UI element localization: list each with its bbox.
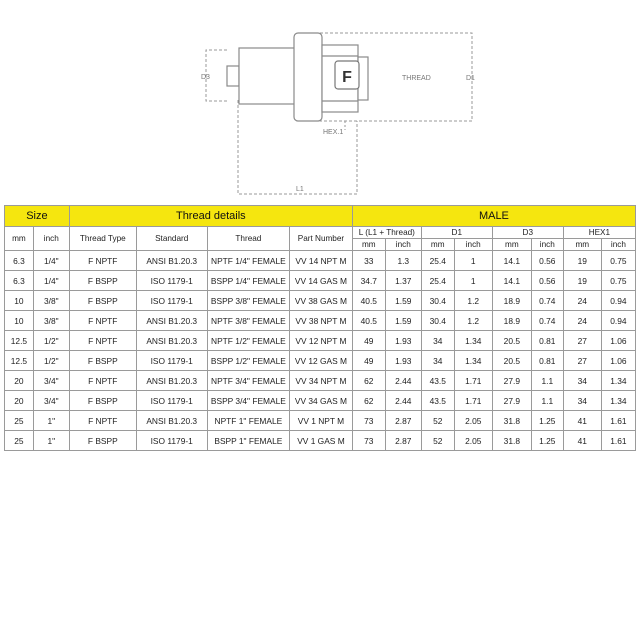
cell-d1-inch: 1.34: [454, 331, 492, 351]
cell-part-number: VV 14 GAS M: [290, 271, 353, 291]
cell-size-inch: 1/4": [33, 271, 69, 291]
unit-mm: mm: [492, 239, 531, 251]
cell-hex1-inch: 0.75: [601, 271, 635, 291]
cell-standard: ANSI B1.20.3: [136, 251, 207, 271]
cell-d3-mm: 20.5: [492, 331, 531, 351]
cell-hex1-mm: 27: [563, 351, 601, 371]
cell-thread-type: F NPTF: [69, 331, 136, 351]
cell-size-inch: 3/4": [33, 371, 69, 391]
cell-d3-inch: 0.74: [531, 291, 563, 311]
cell-thread-type: F BSPP: [69, 391, 136, 411]
col-standard: Standard: [136, 227, 207, 251]
col-d3: D3: [492, 227, 563, 239]
table-row: [5, 411, 636, 431]
coupling-diagram: [0, 0, 640, 205]
cell-hex1-mm: 24: [563, 311, 601, 331]
cell-d1-mm: 25.4: [421, 271, 454, 291]
cell-thread: NPTF 3/8" FEMALE: [207, 311, 289, 331]
table-row: [5, 291, 636, 311]
cell-size-mm: 12.5: [5, 351, 34, 371]
col-hex1: HEX1: [563, 227, 635, 239]
cell-part-number: VV 1 GAS M: [290, 431, 353, 451]
cell-hex1-inch: 1.06: [601, 351, 635, 371]
cell-l-mm: 73: [352, 431, 385, 451]
col-l: L (L1 + Thread): [352, 227, 421, 239]
cell-standard: ANSI B1.20.3: [136, 411, 207, 431]
cell-l-mm: 62: [352, 371, 385, 391]
cell-l-mm: 49: [352, 331, 385, 351]
unit-mm: mm: [563, 239, 601, 251]
cell-size-inch: 3/8": [33, 291, 69, 311]
cell-thread-type: F BSPP: [69, 351, 136, 371]
table-row: [5, 391, 636, 411]
cell-thread: BSPP 1/2" FEMALE: [207, 351, 289, 371]
column-header-row: [5, 227, 636, 239]
cell-d3-mm: 20.5: [492, 351, 531, 371]
cell-hex1-mm: 34: [563, 371, 601, 391]
cell-size-inch: 1": [33, 411, 69, 431]
cell-d1-inch: 1.34: [454, 351, 492, 371]
cell-d1-mm: 30.4: [421, 311, 454, 331]
cell-d1-mm: 43.5: [421, 391, 454, 411]
unit-inch: inch: [601, 239, 635, 251]
cell-hex1-inch: 0.94: [601, 291, 635, 311]
cell-size-mm: 25: [5, 431, 34, 451]
cell-standard: ANSI B1.20.3: [136, 311, 207, 331]
cell-d3-mm: 27.9: [492, 371, 531, 391]
cell-l-mm: 62: [352, 391, 385, 411]
cell-d3-inch: 1.25: [531, 431, 563, 451]
group-male: MALE: [352, 206, 635, 227]
cell-hex1-mm: 41: [563, 411, 601, 431]
cell-d3-inch: 1.1: [531, 391, 563, 411]
cell-part-number: VV 38 NPT M: [290, 311, 353, 331]
cell-d1-mm: 43.5: [421, 371, 454, 391]
table-row: [5, 371, 636, 391]
cell-hex1-mm: 24: [563, 291, 601, 311]
cell-l-inch: 1.37: [385, 271, 421, 291]
cell-d1-inch: 1.71: [454, 371, 492, 391]
cell-hex1-mm: 34: [563, 391, 601, 411]
cell-l-inch: 2.87: [385, 431, 421, 451]
f-mark: [335, 61, 359, 89]
col-size-mm: mm: [5, 227, 34, 251]
table-body: [5, 251, 636, 451]
cell-thread-type: F BSPP: [69, 291, 136, 311]
cell-size-mm: 10: [5, 291, 34, 311]
col-part-number: Part Number: [290, 227, 353, 251]
table-row: [5, 271, 636, 291]
cell-thread: BSPP 3/8" FEMALE: [207, 291, 289, 311]
cell-d1-inch: 1: [454, 271, 492, 291]
cell-size-mm: 6.3: [5, 271, 34, 291]
cell-thread: BSPP 3/4" FEMALE: [207, 391, 289, 411]
cell-d1-mm: 25.4: [421, 251, 454, 271]
col-thread-type: Thread Type: [69, 227, 136, 251]
cell-d3-mm: 14.1: [492, 271, 531, 291]
cell-hex1-inch: 1.06: [601, 331, 635, 351]
cell-d1-mm: 52: [421, 411, 454, 431]
cell-l-inch: 1.59: [385, 291, 421, 311]
cell-size-mm: 12.5: [5, 331, 34, 351]
cell-part-number: VV 34 GAS M: [290, 391, 353, 411]
cell-hex1-mm: 41: [563, 431, 601, 451]
d1-label: D1: [466, 75, 475, 82]
cell-d3-mm: 18.9: [492, 311, 531, 331]
cell-d3-inch: 0.81: [531, 331, 563, 351]
cell-d3-inch: 0.81: [531, 351, 563, 371]
cell-standard: ANSI B1.20.3: [136, 331, 207, 351]
cell-standard: ISO 1179-1: [136, 431, 207, 451]
table-row: [5, 431, 636, 451]
group-header-row: [5, 206, 636, 227]
cell-d3-mm: 27.9: [492, 391, 531, 411]
col-size-inch: inch: [33, 227, 69, 251]
cell-hex1-mm: 19: [563, 271, 601, 291]
hex-label: HEX.1: [323, 129, 344, 136]
cell-part-number: VV 12 GAS M: [290, 351, 353, 371]
cell-d1-inch: 2.05: [454, 431, 492, 451]
col-thread: Thread: [207, 227, 289, 251]
col-d1: D1: [421, 227, 492, 239]
unit-inch: inch: [454, 239, 492, 251]
cell-d3-inch: 0.74: [531, 311, 563, 331]
unit-inch: inch: [531, 239, 563, 251]
unit-mm: mm: [352, 239, 385, 251]
cell-l-inch: 2.44: [385, 391, 421, 411]
cell-thread: NPTF 1/2" FEMALE: [207, 331, 289, 351]
cell-thread-type: F NPTF: [69, 371, 136, 391]
group-thread-details: Thread details: [69, 206, 352, 227]
cell-standard: ISO 1179-1: [136, 291, 207, 311]
cell-l-mm: 40.5: [352, 311, 385, 331]
cell-part-number: VV 38 GAS M: [290, 291, 353, 311]
cell-thread: BSPP 1/4" FEMALE: [207, 271, 289, 291]
d3-label: D3: [201, 74, 210, 81]
cell-thread: NPTF 3/4" FEMALE: [207, 371, 289, 391]
spec-table: [4, 205, 636, 451]
cell-d3-mm: 31.8: [492, 431, 531, 451]
cell-d3-mm: 18.9: [492, 291, 531, 311]
cell-standard: ISO 1179-1: [136, 351, 207, 371]
cell-l-mm: 33: [352, 251, 385, 271]
cell-d1-inch: 1.71: [454, 391, 492, 411]
cell-hex1-inch: 1.34: [601, 371, 635, 391]
cell-l-mm: 49: [352, 351, 385, 371]
cell-thread: NPTF 1" FEMALE: [207, 411, 289, 431]
table-row: [5, 311, 636, 331]
cell-d3-inch: 1.1: [531, 371, 563, 391]
thread-label: THREAD: [402, 75, 431, 82]
cell-l-inch: 1.93: [385, 351, 421, 371]
table-row: [5, 331, 636, 351]
cell-thread: BSPP 1" FEMALE: [207, 431, 289, 451]
cell-thread-type: F BSPP: [69, 271, 136, 291]
cell-d3-inch: 0.56: [531, 271, 563, 291]
cell-d1-mm: 34: [421, 331, 454, 351]
cell-size-inch: 1/4": [33, 251, 69, 271]
cell-hex1-inch: 0.75: [601, 251, 635, 271]
cell-size-mm: 6.3: [5, 251, 34, 271]
cell-size-mm: 25: [5, 411, 34, 431]
cell-d1-mm: 52: [421, 431, 454, 451]
l1-label: L1: [296, 186, 304, 193]
cell-l-inch: 1.59: [385, 311, 421, 331]
unit-mm: mm: [421, 239, 454, 251]
cell-thread-type: F NPTF: [69, 311, 136, 331]
cell-d3-mm: 31.8: [492, 411, 531, 431]
cell-l-mm: 40.5: [352, 291, 385, 311]
cell-d3-inch: 1.25: [531, 411, 563, 431]
cell-d1-inch: 1.2: [454, 291, 492, 311]
cell-part-number: VV 34 NPT M: [290, 371, 353, 391]
cell-thread-type: F NPTF: [69, 411, 136, 431]
cell-size-inch: 1/2": [33, 331, 69, 351]
cell-thread-type: F NPTF: [69, 251, 136, 271]
cell-size-mm: 20: [5, 391, 34, 411]
cell-l-inch: 1.3: [385, 251, 421, 271]
cell-standard: ISO 1179-1: [136, 271, 207, 291]
cell-size-inch: 1": [33, 431, 69, 451]
cell-l-mm: 34.7: [352, 271, 385, 291]
cell-d1-mm: 34: [421, 351, 454, 371]
cell-part-number: VV 14 NPT M: [290, 251, 353, 271]
cell-d3-mm: 14.1: [492, 251, 531, 271]
cell-l-inch: 2.44: [385, 371, 421, 391]
group-size: Size: [5, 206, 70, 227]
cell-d1-inch: 1: [454, 251, 492, 271]
cell-part-number: VV 12 NPT M: [290, 331, 353, 351]
cell-hex1-inch: 0.94: [601, 311, 635, 331]
cell-d1-mm: 30.4: [421, 291, 454, 311]
cell-d3-inch: 0.56: [531, 251, 563, 271]
cell-standard: ANSI B1.20.3: [136, 371, 207, 391]
cell-thread-type: F BSPP: [69, 431, 136, 451]
cell-size-inch: 1/2": [33, 351, 69, 371]
cell-size-mm: 10: [5, 311, 34, 331]
cell-hex1-inch: 1.61: [601, 431, 635, 451]
cell-l-inch: 2.87: [385, 411, 421, 431]
cell-l-inch: 1.93: [385, 331, 421, 351]
cell-hex1-mm: 19: [563, 251, 601, 271]
cell-hex1-inch: 1.61: [601, 411, 635, 431]
svg-text:F: F: [342, 69, 352, 86]
table-row: [5, 351, 636, 371]
cell-size-mm: 20: [5, 371, 34, 391]
cell-hex1-inch: 1.34: [601, 391, 635, 411]
cell-d1-inch: 1.2: [454, 311, 492, 331]
cell-l-mm: 73: [352, 411, 385, 431]
unit-inch: inch: [385, 239, 421, 251]
cell-size-inch: 3/8": [33, 311, 69, 331]
cell-part-number: VV 1 NPT M: [290, 411, 353, 431]
cell-hex1-mm: 27: [563, 331, 601, 351]
cell-standard: ISO 1179-1: [136, 391, 207, 411]
cell-thread: NPTF 1/4" FEMALE: [207, 251, 289, 271]
cell-d1-inch: 2.05: [454, 411, 492, 431]
table-row: [5, 251, 636, 271]
cell-size-inch: 3/4": [33, 391, 69, 411]
